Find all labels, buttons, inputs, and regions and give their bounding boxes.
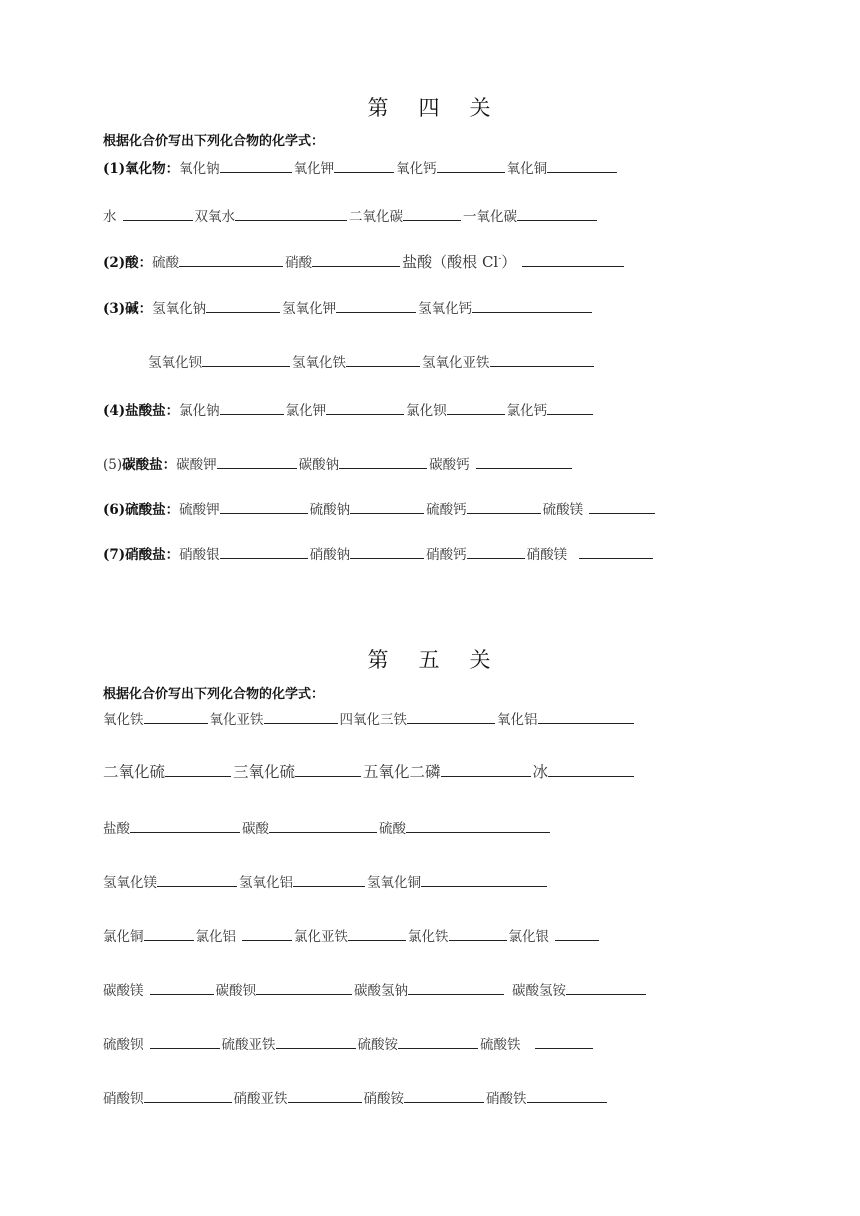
answer-blank[interactable]	[490, 352, 594, 367]
answer-blank[interactable]	[334, 158, 394, 173]
compound-label: 五氧化二磷	[363, 763, 441, 781]
level-5-instruction: 根据化合价写出下列化合物的化学式：	[103, 687, 325, 702]
compound-label: 碳酸钾	[176, 457, 217, 473]
answer-blank[interactable]	[144, 709, 208, 724]
answer-blank[interactable]	[269, 818, 377, 833]
answer-blank[interactable]	[403, 206, 461, 221]
answer-blank[interactable]	[589, 499, 655, 514]
row-label: (2)酸：	[103, 255, 153, 271]
compound-label: 氯化铁	[408, 929, 449, 945]
compound-label: 硫酸	[152, 255, 180, 271]
compound-label: 硫酸钾	[179, 502, 220, 518]
compound-label: 氧化钠	[179, 161, 220, 177]
title-char: 第	[367, 96, 391, 120]
title-char: 关	[469, 96, 493, 120]
compound-label: 氢氧化铝	[239, 875, 293, 891]
answer-blank[interactable]	[348, 926, 406, 941]
compound-label: 碳酸钡	[215, 983, 256, 999]
answer-blank[interactable]	[517, 206, 597, 221]
answer-blank[interactable]	[144, 1088, 232, 1103]
compound-label: 氧化铝	[497, 712, 538, 728]
compound-label: 氯化铜	[103, 929, 144, 945]
answer-blank[interactable]	[522, 252, 624, 267]
compound-label: 氢氧化铜	[367, 875, 421, 891]
row-label: (6)硫酸盐：	[103, 502, 180, 518]
compound-label: 氯化钾	[285, 403, 327, 419]
answer-blank[interactable]	[276, 1034, 356, 1049]
answer-blank[interactable]	[350, 544, 424, 559]
answer-blank[interactable]	[404, 1088, 484, 1103]
compound-label: 氧化钙	[396, 161, 437, 177]
answer-blank[interactable]	[421, 872, 547, 887]
l5-row-6	[103, 980, 648, 1000]
answer-blank[interactable]	[220, 400, 284, 415]
answer-blank[interactable]	[566, 980, 646, 995]
answer-blank[interactable]	[217, 454, 297, 469]
answer-blank[interactable]	[123, 206, 193, 221]
compound-label: 氢氧化镁	[103, 875, 157, 891]
compound-label: 硝酸	[285, 255, 313, 271]
answer-blank[interactable]	[293, 872, 365, 887]
compound-label: 硫酸铵	[357, 1037, 398, 1053]
l5-row-1	[103, 709, 636, 729]
answer-blank[interactable]	[548, 762, 634, 777]
compound-label-text: 盐酸（酸根 Cl	[402, 253, 499, 271]
title-char: 关	[469, 648, 493, 672]
compound-label: 碳酸钙	[429, 457, 470, 473]
answer-blank[interactable]	[165, 762, 231, 777]
answer-blank[interactable]	[547, 400, 593, 415]
row-label: (4)盐酸盐：	[103, 403, 180, 419]
answer-blank[interactable]	[312, 252, 400, 267]
compound-label: 硫酸钠	[309, 502, 351, 518]
compound-label: 二氧化硫	[103, 763, 166, 781]
l4-row-oxides-2	[103, 206, 599, 226]
answer-blank[interactable]	[339, 454, 427, 469]
compound-label: 氧化铜	[506, 161, 548, 177]
compound-label: 水	[103, 209, 117, 225]
compound-label: 氯化钠	[179, 403, 220, 419]
compound-label: 氢氧化钡	[148, 355, 202, 371]
compound-label: 三氧化硫	[233, 763, 296, 781]
answer-blank[interactable]	[476, 454, 572, 469]
answer-blank[interactable]	[202, 352, 290, 367]
l4-row-oxides	[103, 158, 619, 178]
answer-blank[interactable]	[179, 252, 283, 267]
answer-blank[interactable]	[437, 158, 505, 173]
answer-blank[interactable]	[144, 926, 194, 941]
row-label: 碳酸盐：	[122, 457, 177, 473]
compound-label: 氯化钙	[506, 403, 548, 419]
level-5-title	[0, 644, 860, 674]
compound-label: 硝酸钙	[426, 547, 467, 563]
answer-blank[interactable]	[350, 499, 424, 514]
answer-blank[interactable]	[220, 499, 308, 514]
compound-label: 硝酸钡	[103, 1091, 144, 1107]
compound-label: 盐酸	[103, 821, 130, 837]
compound-label: 氢氧化钠	[152, 301, 207, 317]
compound-label: 氯化铝	[195, 929, 236, 945]
answer-blank[interactable]	[150, 980, 214, 995]
compound-label: 氢氧化钙	[418, 301, 473, 317]
l4-row-bases-2	[148, 352, 596, 372]
row-label: (7)硝酸盐：	[103, 547, 180, 563]
answer-blank[interactable]	[555, 926, 599, 941]
answer-blank[interactable]	[264, 709, 338, 724]
compound-label: 氧化钾	[293, 161, 335, 177]
compound-label: 氯化银	[508, 929, 549, 945]
answer-blank[interactable]	[326, 400, 404, 415]
compound-label: 硫酸钡	[103, 1037, 144, 1053]
compound-label: 二氧化碳	[349, 209, 403, 225]
compound-label: 硝酸铵	[363, 1091, 404, 1107]
l5-row-3	[103, 818, 552, 838]
charge-superscript: -	[498, 254, 502, 264]
compound-label: 硝酸钠	[309, 547, 351, 563]
answer-blank[interactable]	[406, 818, 550, 833]
answer-blank[interactable]	[242, 926, 292, 941]
level-4-title	[0, 92, 860, 122]
compound-label: 碳酸氢铵	[512, 983, 566, 999]
answer-blank[interactable]	[235, 206, 347, 221]
l5-row-4	[103, 872, 549, 892]
compound-label: 硝酸亚铁	[233, 1091, 288, 1107]
answer-blank[interactable]	[256, 980, 352, 995]
answer-blank[interactable]	[449, 926, 507, 941]
compound-label: 硝酸银	[179, 547, 220, 563]
answer-blank[interactable]	[346, 352, 420, 367]
compound-label: 冰	[532, 763, 549, 781]
answer-blank[interactable]	[441, 762, 531, 777]
answer-blank[interactable]	[130, 818, 240, 833]
compound-label: 碳酸	[242, 821, 269, 837]
answer-blank[interactable]	[447, 400, 505, 415]
l5-row-2	[103, 762, 636, 781]
answer-blank[interactable]	[579, 544, 653, 559]
title-char: 四	[418, 96, 442, 120]
answer-blank[interactable]	[472, 298, 592, 313]
row-label-number: (5)	[103, 457, 123, 473]
compound-label: 氯化钡	[406, 403, 447, 419]
answer-blank[interactable]	[150, 1034, 220, 1049]
compound-label: 硫酸	[379, 821, 406, 837]
answer-blank[interactable]	[527, 1088, 607, 1103]
level-4-instruction: 根据化合价写出下列化合物的化学式：	[103, 134, 325, 149]
compound-label: 氧化亚铁	[209, 712, 264, 728]
compound-label: 碳酸镁	[103, 983, 144, 999]
answer-blank[interactable]	[547, 158, 617, 173]
l4-row-sulfates	[103, 499, 657, 519]
l5-row-7	[103, 1034, 595, 1054]
compound-label-close: ）	[501, 253, 517, 271]
answer-blank[interactable]	[206, 298, 280, 313]
answer-blank[interactable]	[398, 1034, 478, 1049]
compound-label: 硝酸镁	[526, 547, 568, 563]
answer-blank[interactable]	[220, 158, 292, 173]
compound-label: 氢氧化亚铁	[422, 355, 490, 371]
compound-label: 氢氧化钾	[282, 301, 337, 317]
answer-blank[interactable]	[288, 1088, 362, 1103]
answer-blank[interactable]	[295, 762, 361, 777]
l4-row-acids	[103, 250, 626, 272]
l4-row-chlorides	[103, 400, 595, 420]
l5-row-5	[103, 926, 601, 946]
answer-blank[interactable]	[336, 298, 416, 313]
compound-label: 硫酸镁	[542, 502, 584, 518]
compound-label: 碳酸钠	[298, 457, 340, 473]
compound-label: 氯化亚铁	[294, 929, 348, 945]
title-char: 第	[367, 648, 391, 672]
l4-row-nitrates	[103, 544, 655, 564]
compound-label: 氢氧化铁	[292, 355, 346, 371]
answer-blank[interactable]	[535, 1034, 593, 1049]
title-char: 五	[418, 648, 442, 672]
compound-label: 硫酸钙	[426, 502, 467, 518]
answer-blank[interactable]	[157, 872, 237, 887]
answer-blank[interactable]	[538, 709, 634, 724]
l5-row-8	[103, 1088, 609, 1108]
compound-label	[402, 250, 516, 271]
compound-label: 双氧水	[194, 209, 235, 225]
row-label: (1)氧化物：	[103, 161, 180, 177]
answer-blank[interactable]	[467, 499, 541, 514]
compound-label: 碳酸氢钠	[354, 983, 408, 999]
l4-row-bases	[103, 298, 594, 318]
compound-label: 氧化铁	[103, 712, 144, 728]
l4-row-carbonates	[103, 454, 574, 474]
compound-label: 四氧化三铁	[339, 712, 407, 728]
answer-blank[interactable]	[467, 544, 525, 559]
compound-label: 一氧化碳	[463, 209, 517, 225]
compound-label: 硫酸铁	[480, 1037, 521, 1053]
answer-blank[interactable]	[407, 709, 495, 724]
compound-label: 硫酸亚铁	[221, 1037, 276, 1053]
answer-blank[interactable]	[220, 544, 308, 559]
answer-blank[interactable]	[408, 980, 504, 995]
row-label: (3)碱：	[103, 301, 153, 317]
compound-label: 硝酸铁	[486, 1091, 527, 1107]
